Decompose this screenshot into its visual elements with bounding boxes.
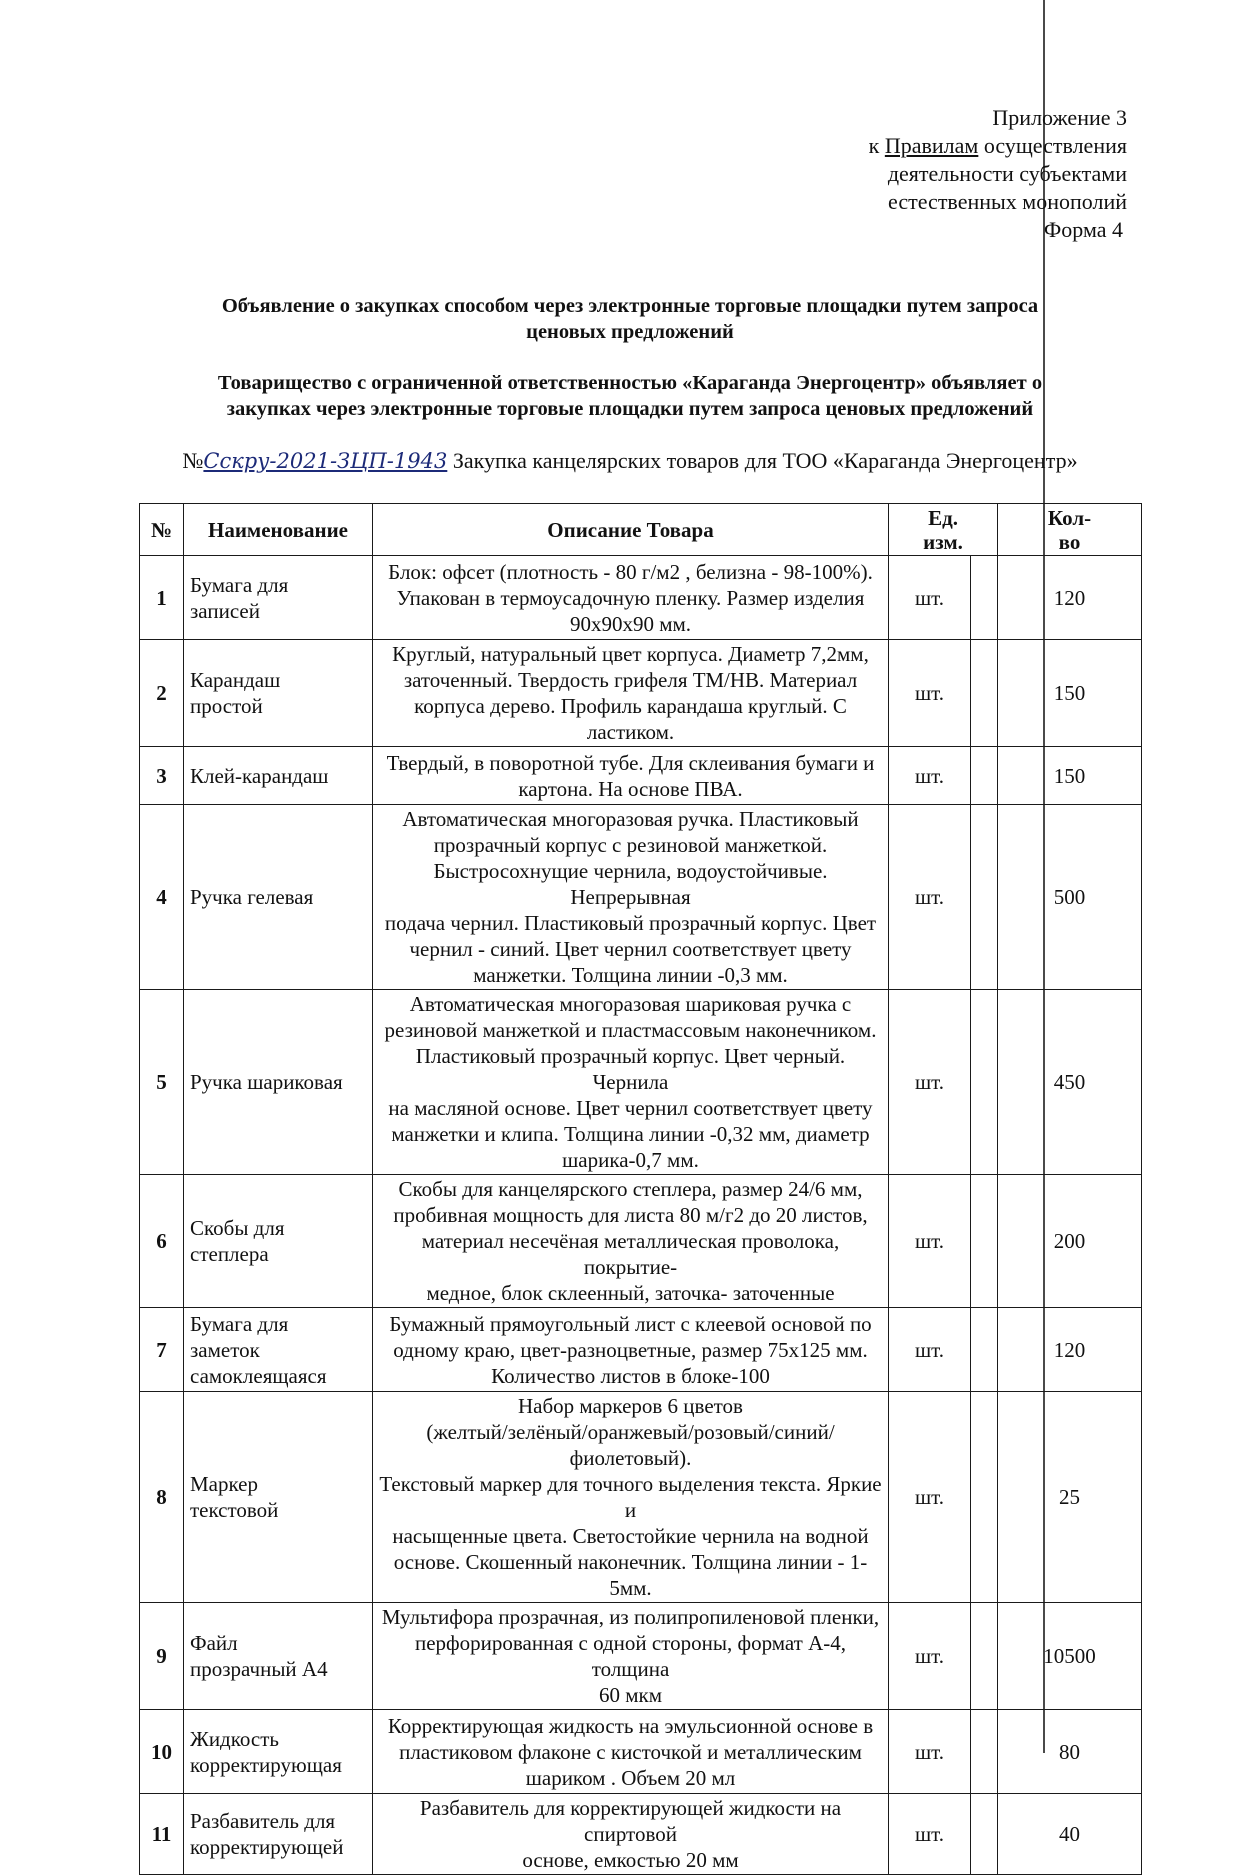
item-name-line: степлера <box>190 1242 269 1266</box>
item-description-line: пробивная мощность для листа 80 м/г2 до 20 листов, <box>393 1203 868 1227</box>
item-unit: шт. <box>889 556 971 640</box>
item-description <box>373 1392 889 1603</box>
item-name-line: Клей-карандаш <box>190 763 329 788</box>
item-description-line: Текстовый маркер для точного выделения текста. Яркие и <box>379 1472 882 1522</box>
row-number: 7 <box>140 1308 184 1392</box>
row-number: 9 <box>140 1603 184 1710</box>
item-name <box>184 1308 373 1392</box>
item-unit: шт. <box>889 1794 971 1875</box>
item-description-line: насыщенные цвета. Светостойкие чернила на водной <box>392 1524 869 1548</box>
item-unit: шт. <box>889 747 971 805</box>
item-description <box>373 747 889 805</box>
item-name-line: Разбавитель для <box>190 1809 336 1833</box>
item-name <box>184 1392 373 1603</box>
item-description-line: Твердый, в поворотной тубе. Для склеивания бумаги и <box>386 750 875 775</box>
table-row <box>140 1794 1142 1875</box>
annex-line-4: естественных монополий <box>888 189 1127 214</box>
item-description-line: основе. Скошенный наконечник. Толщина линии - 1-5мм. <box>393 1550 868 1600</box>
unit-spacer-cell <box>971 1710 998 1794</box>
item-name-line: Ручка гелевая <box>190 885 314 909</box>
item-name-line: Бумага для <box>190 1311 289 1336</box>
item-description-line: одному краю, цвет-разноцветные, размер 75х125 мм. <box>393 1337 868 1362</box>
item-description-line: Автоматическая многоразовая шариковая ручка с <box>409 992 852 1016</box>
item-name <box>184 1794 373 1875</box>
header-qty: Кол- во <box>998 504 1142 556</box>
item-description-line: основе, емкостью 20 мм <box>522 1848 739 1872</box>
item-description-line: (желтый/зелёный/оранжевый/розовый/синий/фиолетовый). <box>426 1420 835 1470</box>
unit-spacer-cell <box>971 990 998 1175</box>
item-name <box>184 805 373 990</box>
unit-spacer-cell <box>971 1392 998 1603</box>
item-quantity: 500 <box>998 805 1142 990</box>
item-name-line: Карандаш <box>190 668 281 692</box>
item-description-line: манжетки и клипа. Толщина линии -0,32 мм, диаметр <box>391 1122 870 1146</box>
unit-spacer-cell <box>971 1175 998 1308</box>
header-unit: Ед. изм. <box>889 504 998 556</box>
unit-spacer-cell <box>971 640 998 747</box>
annex-line-3: деятельности субъектами <box>887 161 1127 186</box>
lot-number-sign: № <box>182 448 204 473</box>
item-description-line: корпуса дерево. Профиль карандаша круглый. С ластиком. <box>414 694 847 744</box>
rules-link[interactable]: Правилам <box>884 133 979 158</box>
item-description-line: Пластиковый прозрачный корпус. Цвет черный. Чернила <box>415 1044 846 1094</box>
table-row <box>140 990 1142 1175</box>
item-unit: шт. <box>889 1308 971 1392</box>
annex-header <box>869 104 1127 244</box>
item-quantity: 25 <box>998 1392 1142 1603</box>
table-row <box>140 1392 1142 1603</box>
item-unit: шт. <box>889 1392 971 1603</box>
row-number: 5 <box>140 990 184 1175</box>
annex-line-2: к Правилам осуществления <box>868 133 1127 158</box>
unit-spacer-cell <box>971 747 998 805</box>
item-name <box>184 747 373 805</box>
table-row <box>140 1603 1142 1710</box>
item-name-line: заметок <box>190 1337 260 1362</box>
item-description-line: картона. На основе ПВА. <box>518 776 743 801</box>
item-name-line: корректирующая <box>190 1752 342 1777</box>
item-description-line: манжетки. Толщина линии -0,3 мм. <box>473 963 788 987</box>
table-row <box>140 640 1142 747</box>
item-name-line: текстовой <box>190 1498 279 1522</box>
header-desc: Описание Товара <box>373 504 889 556</box>
row-number: 10 <box>140 1710 184 1794</box>
item-description-line: Круглый, натуральный цвет корпуса. Диаметр 7,2мм, <box>392 642 869 666</box>
item-description-line: чернил - синий. Цвет чернил соответствует цвету <box>409 937 852 961</box>
table-row <box>140 1308 1142 1392</box>
item-quantity: 40 <box>998 1794 1142 1875</box>
item-unit: шт. <box>889 1603 971 1710</box>
lot-description: Закупка канцелярских товаров для ТОО «Караганда Энергоцентр» <box>447 448 1078 473</box>
item-quantity: 120 <box>998 556 1142 640</box>
item-description-line: шариком . Объем 20 мл <box>525 1765 736 1790</box>
item-quantity: 120 <box>998 1308 1142 1392</box>
item-quantity: 450 <box>998 990 1142 1175</box>
item-description-line: резиновой манжеткой и пластмассовым наконечником. <box>384 1018 877 1042</box>
item-unit: шт. <box>889 640 971 747</box>
lot-line <box>150 447 1110 475</box>
unit-spacer-cell <box>971 1794 998 1875</box>
item-description <box>373 1603 889 1710</box>
item-name <box>184 1175 373 1308</box>
row-number: 1 <box>140 556 184 640</box>
item-unit: шт. <box>889 805 971 990</box>
handwritten-lot-number: Сскру-2021-ЗЦП-1943 <box>203 449 448 473</box>
item-name-line: Бумага для <box>190 572 289 597</box>
item-description <box>373 805 889 990</box>
item-name-line: самоклеящаяся <box>190 1363 327 1388</box>
item-description-line: Быстросохнущие чернила, водоустойчивые. Непрерывная <box>433 859 828 909</box>
item-name-line: Жидкость <box>190 1726 279 1751</box>
row-number: 2 <box>140 640 184 747</box>
item-name <box>184 990 373 1175</box>
item-description-line: прозрачный корпус с резиновой манжеткой. <box>433 833 828 857</box>
item-description-line: Автоматическая многоразовая ручка. Пластиковый <box>402 807 859 831</box>
item-description-line: Бумажный прямоугольный лист с клеевой основой по <box>389 1311 872 1336</box>
item-description-line: Корректирующая жидкость на эмульсионной основе в <box>387 1713 874 1738</box>
unit-spacer-cell <box>971 556 998 640</box>
item-name <box>184 1603 373 1710</box>
header-name: Наименование <box>184 504 373 556</box>
header-num: № <box>140 504 184 556</box>
item-description <box>373 1308 889 1392</box>
item-description-line: перфорированная с одной стороны, формат А-4, толщина <box>414 1631 847 1681</box>
item-description-line: медное, блок склеенный, заточка- заточенные <box>426 1281 835 1305</box>
organizer-statement: Товарищество с ограниченной ответственностью «Караганда Энергоцентр» объявляет о закупках через электронные торговые площадки путем запроса ценовых предложений <box>217 372 1043 420</box>
unit-spacer-cell <box>971 805 998 990</box>
annex-line-1: Приложение 3 <box>992 105 1127 130</box>
item-quantity: 150 <box>998 640 1142 747</box>
item-description <box>373 990 889 1175</box>
item-description-line: Набор маркеров 6 цветов <box>518 1394 743 1418</box>
item-description-line: Количество листов в блоке-100 <box>491 1363 770 1388</box>
item-description-line: 60 мкм <box>598 1683 663 1707</box>
item-description-line: Разбавитель для корректирующей жидкости на спиртовой <box>419 1796 842 1846</box>
item-description-line: шарика-0,7 мм. <box>562 1148 699 1172</box>
item-description <box>373 640 889 747</box>
row-number: 11 <box>140 1794 184 1875</box>
item-name-line: записей <box>190 598 260 623</box>
item-name-line: корректирующей <box>190 1835 344 1859</box>
item-description <box>373 1794 889 1875</box>
item-quantity: 80 <box>998 1710 1142 1794</box>
item-description <box>373 1175 889 1308</box>
row-number: 4 <box>140 805 184 990</box>
unit-spacer-cell <box>971 1603 998 1710</box>
table-body <box>140 556 1142 1875</box>
table-row <box>140 1175 1142 1308</box>
item-name-line: простой <box>190 694 263 718</box>
item-name-line: прозрачный А4 <box>190 1657 328 1681</box>
item-description <box>373 556 889 640</box>
item-name-line: Ручка шариковая <box>190 1070 343 1094</box>
item-description <box>373 1710 889 1794</box>
item-description-line: на масляной основе. Цвет чернил соответствует цвету <box>388 1096 873 1120</box>
item-name-line: Маркер <box>190 1472 258 1496</box>
item-name <box>184 1710 373 1794</box>
unit-spacer-cell <box>971 1308 998 1392</box>
item-name <box>184 640 373 747</box>
item-description-line: 90х90х90 мм. <box>569 611 692 636</box>
table-header-row <box>140 504 1142 556</box>
item-name <box>184 556 373 640</box>
item-unit: шт. <box>889 990 971 1175</box>
row-number: 6 <box>140 1175 184 1308</box>
announcement-title: Объявление о закупках способом через электронные торговые площадки путем запроса ценовых предложений <box>221 295 1039 343</box>
goods-table <box>139 503 1142 1875</box>
item-quantity: 10500 <box>998 1603 1142 1710</box>
item-unit: шт. <box>889 1175 971 1308</box>
item-name-line: Файл <box>190 1631 238 1655</box>
item-quantity: 200 <box>998 1175 1142 1308</box>
annex-form-label: Форма 4 <box>1043 217 1123 242</box>
item-description-line: подача чернил. Пластиковый прозрачный корпус. Цвет <box>384 911 877 935</box>
item-description-line: пластиковом флаконе с кисточкой и металлическим <box>399 1739 862 1764</box>
table-row <box>140 556 1142 640</box>
item-description-line: Упакован в термоусадочную пленку. Размер изделия <box>396 585 865 610</box>
item-description-line: материал несечёная металлическая проволока, покрытие- <box>421 1229 840 1279</box>
item-description-line: Скобы для канцелярского степлера, размер 24/6 мм, <box>398 1177 863 1201</box>
row-number: 3 <box>140 747 184 805</box>
table-row <box>140 747 1142 805</box>
table-row <box>140 1710 1142 1794</box>
item-description-line: Блок: офсет (плотность - 80 г/м2 , белизна - 98-100%). <box>388 559 873 584</box>
item-name-line: Скобы для <box>190 1216 285 1240</box>
item-description-line: Мультифора прозрачная, из полипропиленовой пленки, <box>381 1605 880 1629</box>
table-row <box>140 805 1142 990</box>
item-quantity: 150 <box>998 747 1142 805</box>
row-number: 8 <box>140 1392 184 1603</box>
item-description-line: заточенный. Твердость грифеля ТМ/НВ. Материал <box>403 668 858 692</box>
item-unit: шт. <box>889 1710 971 1794</box>
